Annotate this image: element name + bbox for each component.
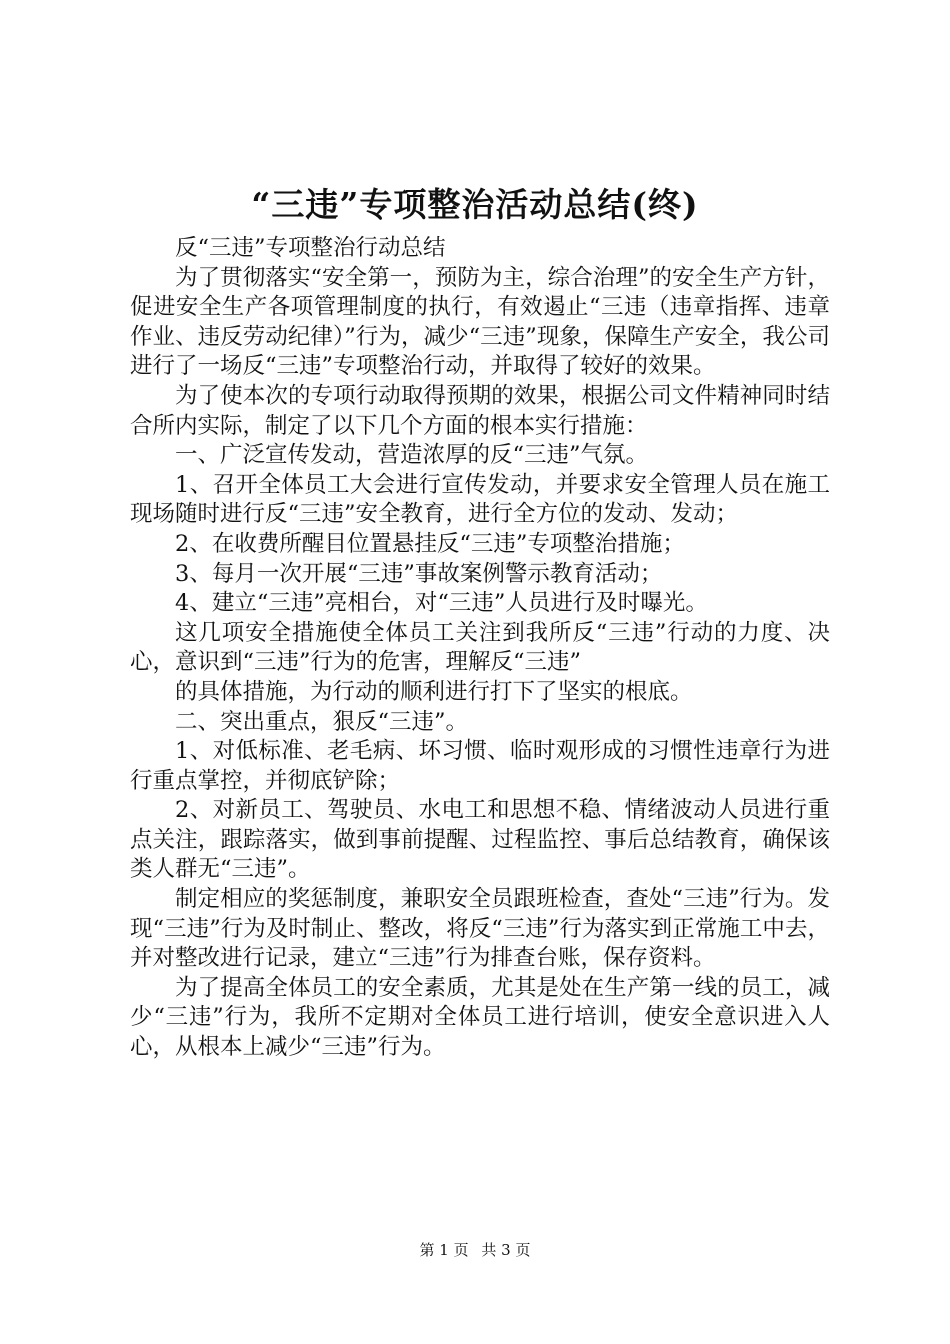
paragraph: 3、每月一次开展“三违”事故案例警示教育活动； [175,560,663,587]
paragraph: 2、在收费所醒目位置悬挂反“三违”专项整治措施； [175,530,685,557]
paragraph: 为了提高全体员工的安全素质，尤其是处在生产第一线的员工，减少“三违”行为，我所不定期对全体员工进行培训，使安全意识进入人心，从根本上减少“三违”行为。 [130,974,830,1061]
paragraph: 为了贯彻落实“安全第一，预防为主，综合治理”的安全生产方针，促进安全生产各项管理制度的执行，有效遏止“三违（违章指挥、违章作业、违反劳动纪律）”行为，减少“三违”现象，保障生产安全，我公司进行了一场反“三违”专项整治行动，并取得了较好的效果。 [130,264,830,380]
page-total: 共 3 页 [481,1241,531,1259]
document-body [130,234,830,1063]
paragraph: 2、对新员工、驾驶员、水电工和思想不稳、情绪波动人员进行重点关注，跟踪落实，做到事前提醒、过程监控、事后总结教育，确保该类人群无“三违”。 [130,797,830,883]
paragraph: 二、突出重点，狠反“三违”。 [175,708,469,735]
page-title: “三违”专项整治活动总结(终) [251,185,699,224]
paragraph: 这几项安全措施使全体员工关注到我所反“三违”行动的力度、决心，意识到“三违”行为的危害，理解反“三违” [130,619,830,676]
paragraph: 一、广泛宣传发动，营造浓厚的反“三违”气氛。 [175,442,649,469]
paragraph: 的具体措施，为行动的顺利进行打下了坚实的根底。 [175,678,693,705]
paragraph: 反“三违”专项整治行动总结 [175,235,446,261]
paragraph: 为了使本次的专项行动取得预期的效果，根据公司文件精神同时结合所内实际，制定了以下几个方面的根本实行措施： [130,382,830,439]
page-number: 第 1 页 [419,1241,469,1259]
paragraph: 1、召开全体员工大会进行宣传发动，并要求安全管理人员在施工现场随时进行反“三违”安全教育，进行全方位的发动、发动； [130,471,830,528]
paragraph: 4、建立“三违”亮相台，对“三违”人员进行及时曝光。 [175,590,708,617]
page-footer [0,1240,950,1260]
paragraph: 制定相应的奖惩制度，兼职安全员跟班检查，查处“三违”行为。发现“三违”行为及时制止、整改，将反“三违”行为落实到正常施工中去，并对整改进行记录，建立“三违”行为排查台账，保存资料。 [130,886,830,972]
paragraph: 1、对低标准、老毛病、坏习惯、临时观形成的习惯性违章行为进行重点掌控，并彻底铲除； [130,738,830,794]
